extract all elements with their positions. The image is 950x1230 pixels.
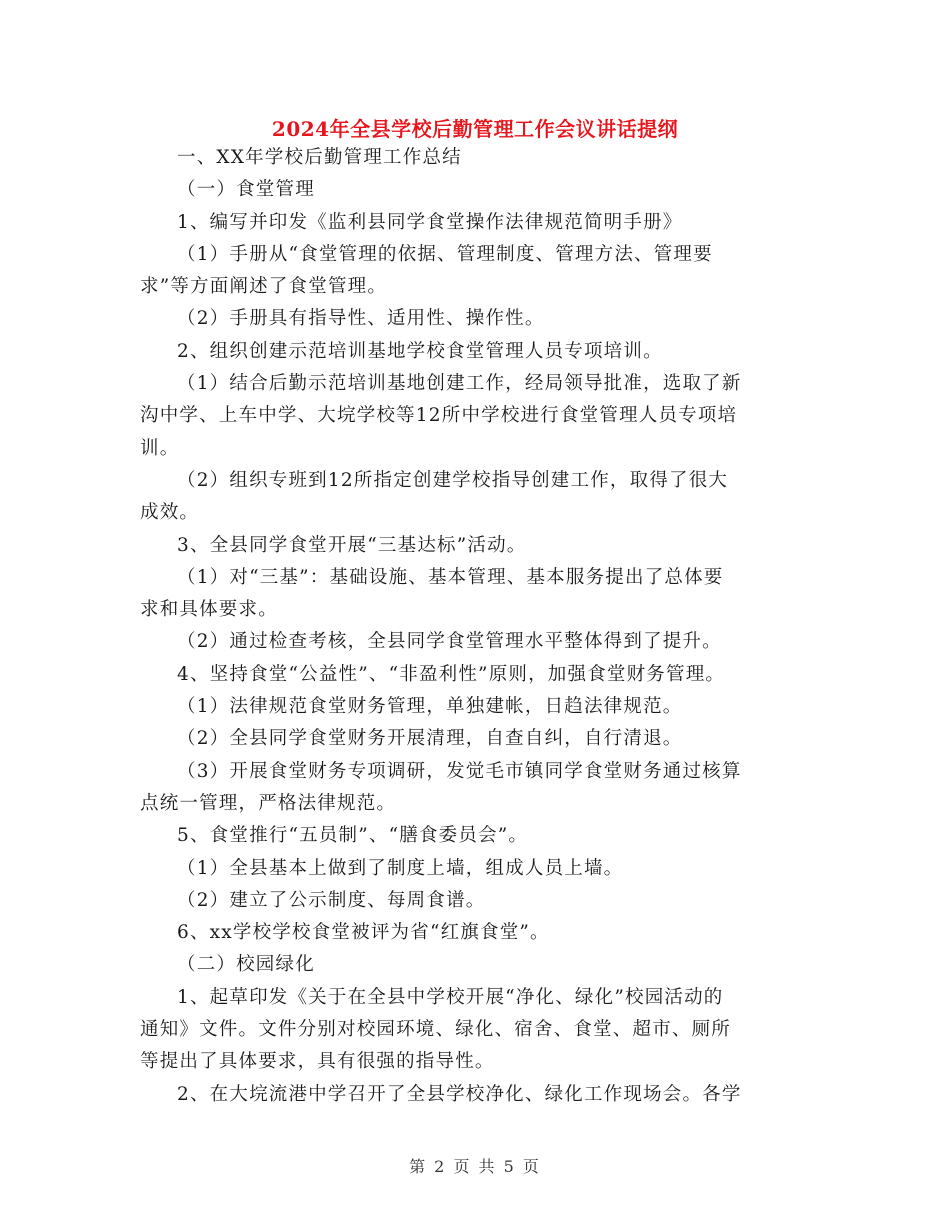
document-title: 2024年全县学校后勤管理工作会议讲话提纲 xyxy=(271,117,679,141)
page-footer: 第 2 页 共 5 页 xyxy=(409,1157,541,1176)
text-line: 1、编写并印发《监利县同学食堂操作法律规范简明手册》 xyxy=(177,211,683,233)
text-line: （2）全县同学食堂财务开展清理，自查自纠，自行清退。 xyxy=(177,728,683,750)
text-line: （2）手册具有指导性、适用性、操作性。 xyxy=(177,308,545,330)
text-line: 2、组织创建示范培训基地学校食堂管理人员专项培训。 xyxy=(177,340,663,362)
text-line: 成效。 xyxy=(140,502,200,524)
text-line: （2）通过检查考核，全县同学食堂管理水平整体得到了提升。 xyxy=(177,631,722,653)
text-line: 3、全县同学食堂开展“三基达标”活动。 xyxy=(177,534,527,556)
text-line: （1）法律规范食堂财务管理，单独建帐，日趋法律规范。 xyxy=(177,696,683,718)
text-line: 通知》文件。文件分别对校园环境、绿化、宿舍、食堂、超市、厕所 xyxy=(140,1019,732,1041)
text-line: 训。 xyxy=(140,437,180,459)
document-body xyxy=(140,142,830,1111)
text-line: （1）结合后勤示范培训基地创建工作，经局领导批准，选取了新 xyxy=(177,373,742,395)
text-line: （1）手册从“食堂管理的依据、管理制度、管理方法、管理要 xyxy=(177,243,713,265)
text-line: （二）校园绿化 xyxy=(177,954,315,976)
text-line: 沟中学、上车中学、大垸学校等12所中学校进行食堂管理人员专项培 xyxy=(140,405,738,427)
text-line: （一）食堂管理 xyxy=(177,179,315,201)
text-line: 2、在大垸流港中学召开了全县学校净化、绿化工作现场会。各学 xyxy=(177,1083,742,1105)
text-line: 点统一管理，严格法律规范。 xyxy=(140,792,397,814)
text-line: 等提出了具体要求，具有很强的指导性。 xyxy=(140,1051,495,1073)
text-line: 6、xx学校学校食堂被评为省“红旗食堂”。 xyxy=(177,922,550,944)
text-line: 5、食堂推行“五员制”、“膳食委员会”。 xyxy=(177,825,529,847)
text-line: 求和具体要求。 xyxy=(140,599,278,621)
text-line: （1）对“三基”：基础设施、基本管理、基本服务提出了总体要 xyxy=(177,566,724,588)
text-line: 求”等方面阐述了食堂管理。 xyxy=(140,276,388,298)
text-line: 4、坚持食堂“公益性”、“非盈利性”原则，加强食堂财务管理。 xyxy=(177,663,726,685)
text-line: 一、XX年学校后勤管理工作总结 xyxy=(177,147,462,168)
text-line: （2）建立了公示制度、每周食谱。 xyxy=(177,889,486,911)
text-line: （2）组织专班到12所指定创建学校指导创建工作，取得了很大 xyxy=(177,469,729,491)
text-line: （3）开展食堂财务专项调研，发觉毛市镇同学食堂财务通过核算 xyxy=(177,760,742,782)
text-line: （1）全县基本上做到了制度上墙，组成人员上墙。 xyxy=(177,857,624,879)
text-line: 1、起草印发《关于在全县中学校开展“净化、绿化”校园活动的 xyxy=(177,986,724,1008)
